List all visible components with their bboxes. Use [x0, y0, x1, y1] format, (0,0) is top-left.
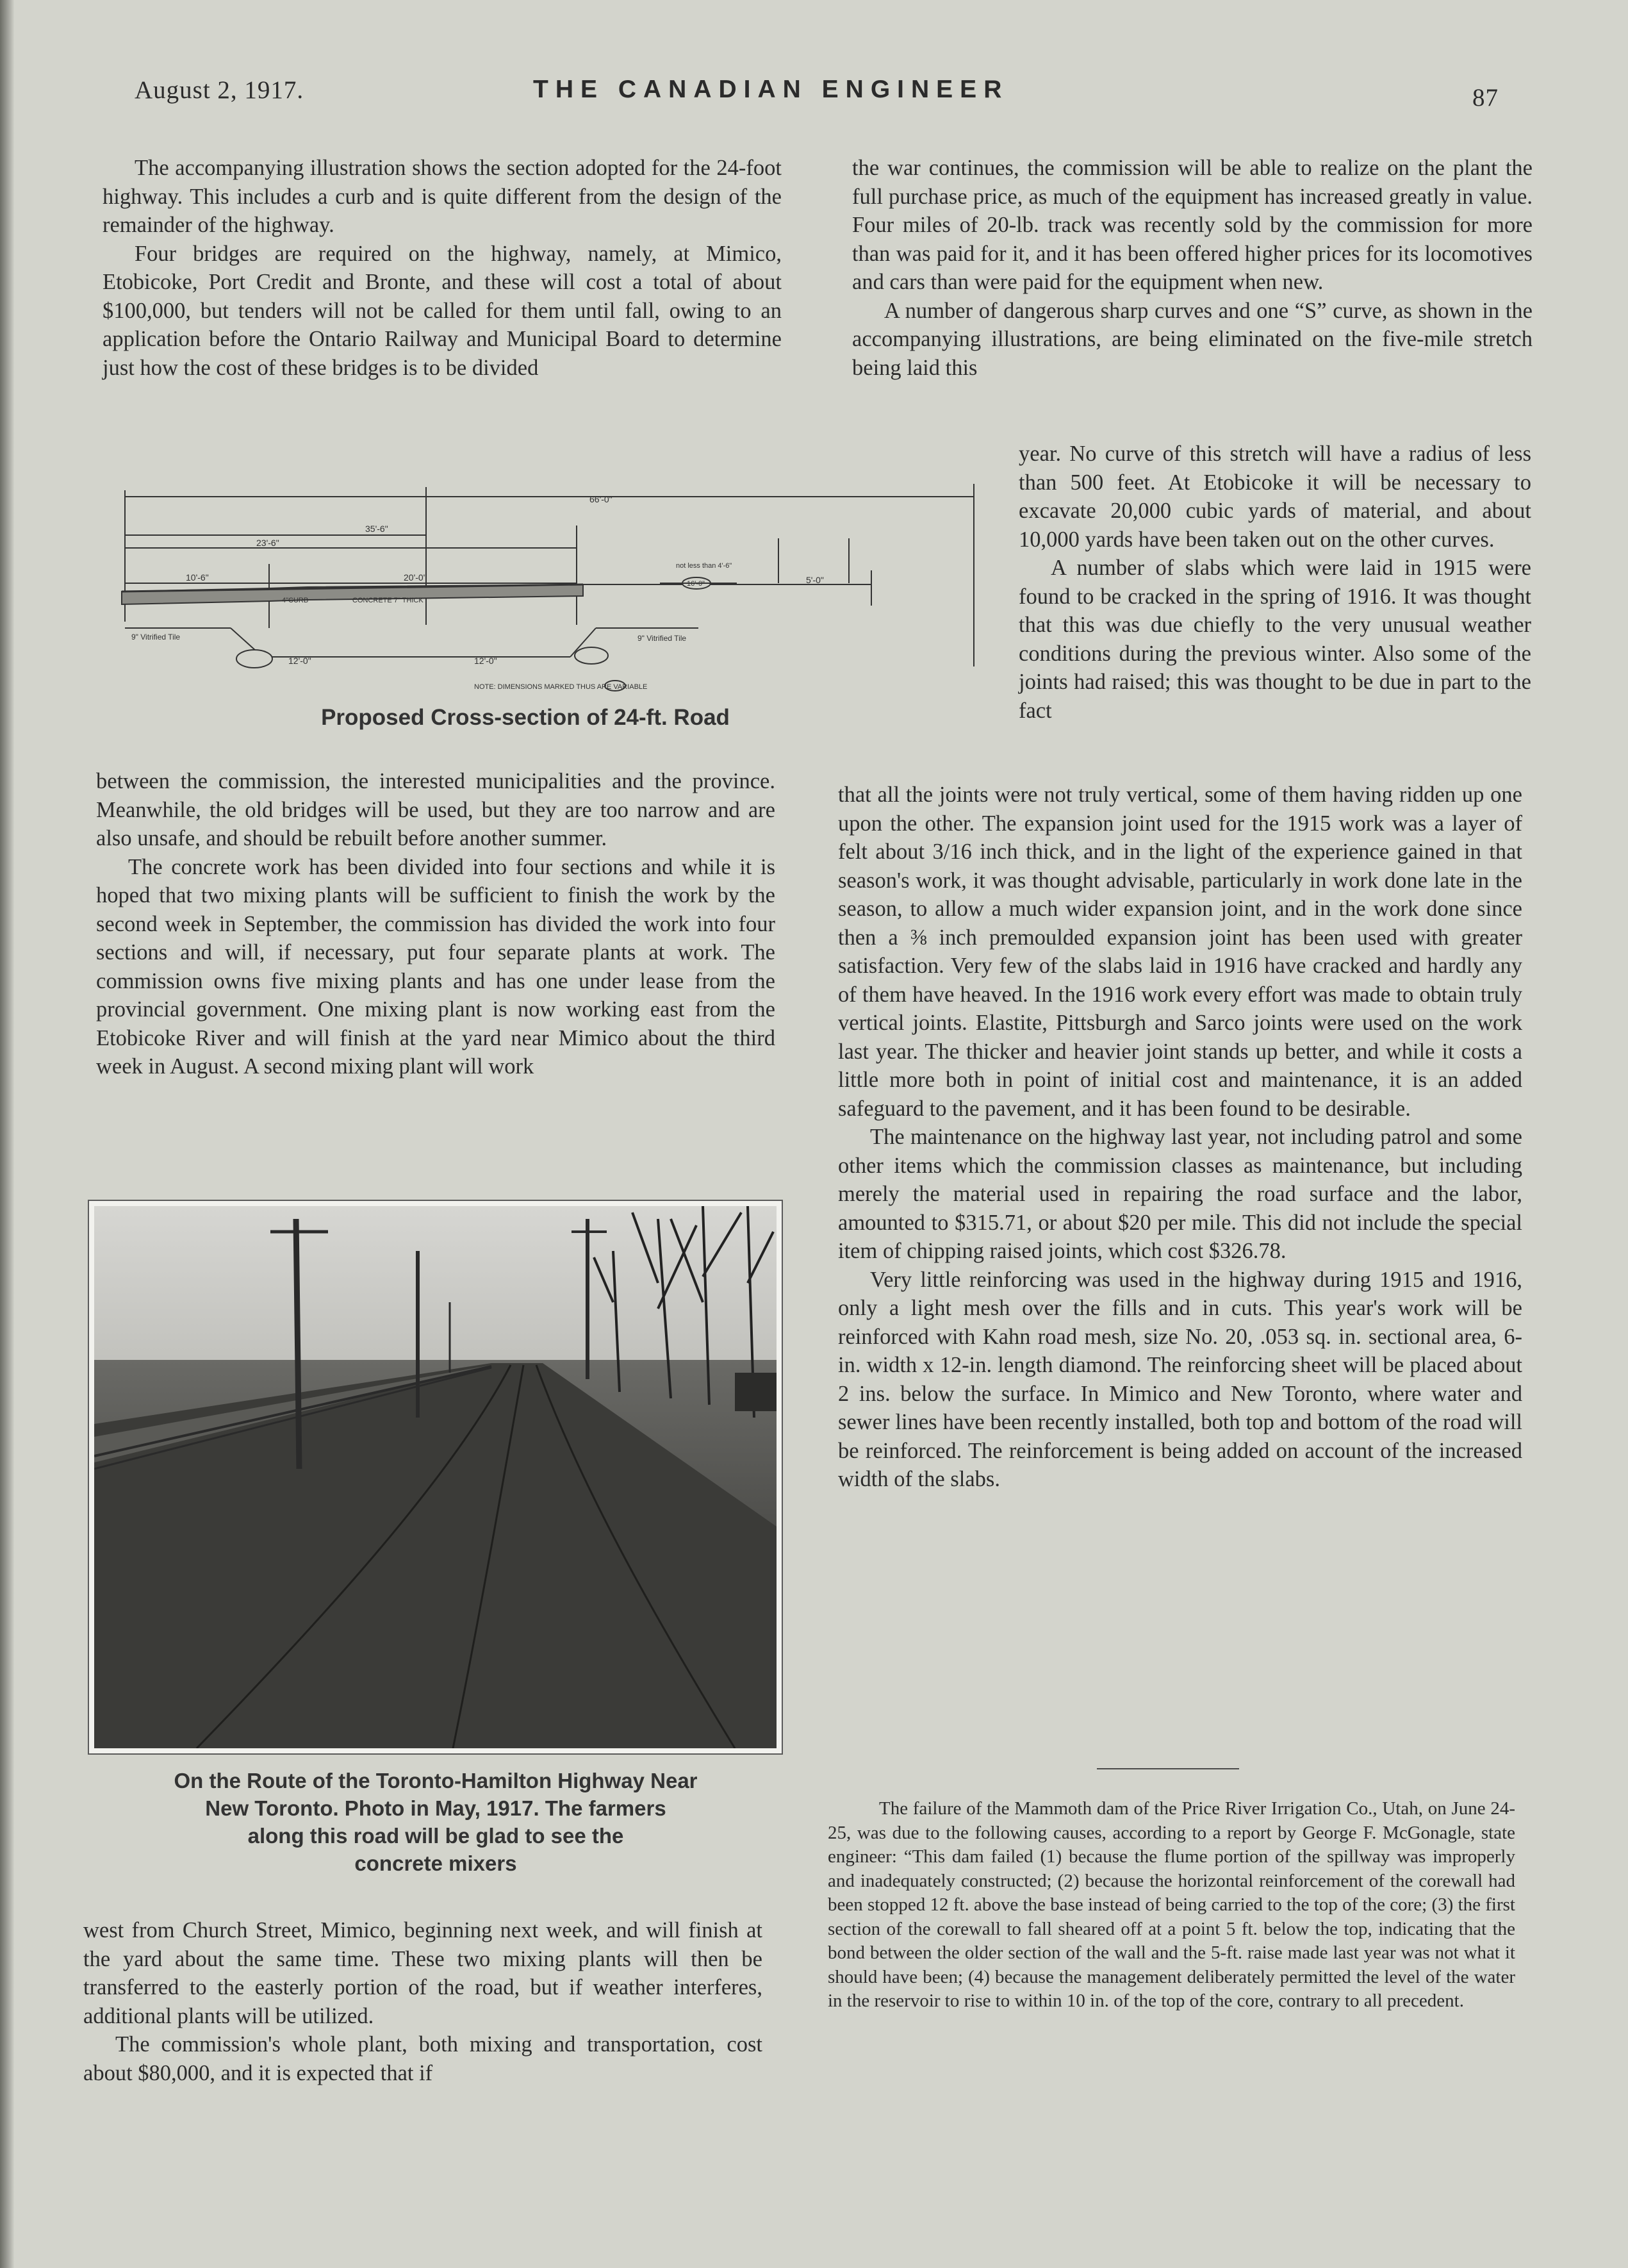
left-column-middle	[96, 767, 775, 1081]
dim-not-less: not less than 4'-6"	[676, 562, 732, 570]
paragraph: year. No curve of this stretch will have a radius of less than 500 feet. At Etobicoke it will be necessary to excavate 20,000 cubic yards of material, and about 10,000 yards have been taken out on the other curves.	[1019, 442, 1531, 552]
diagram-note: NOTE: DIMENSIONS MARKED THUS ARE VARIABLE	[474, 683, 648, 691]
paragraph: that all the joints were not truly vertical, some of them having ridden up one upon the other. The expansion joint used for the 1915 work was a layer of felt about 3/16 inch thick, and in the light of the experience gained in that season's work, it was thought advisable, particularly in work done late in the season, to allow a much wider expansion joint, and in the work done since then a ⅜ inch premoulded expansion joint has been used with greater satisfaction. Very few of the slabs laid in 1916 have cracked and hardly any of them have heaved. In the 1916 work every effort was made to obtain truly vertical joints. Elastite, Pittsburgh and Sarco joints were used on the work last year. The thicker and heavier joint stands up better, and while it costs a little more both in point of initial cost and maintenance, it is an added safeguard to the pavement, and it has been found to be desirable.	[838, 782, 1522, 1121]
dam-failure-note	[828, 1797, 1515, 2014]
section-divider	[1097, 1768, 1239, 1769]
header-date: August 2, 1917.	[135, 76, 304, 104]
right-column-main	[838, 781, 1522, 1494]
left-column-bottom	[83, 1916, 762, 2087]
photo-caption	[83, 1767, 788, 1877]
paragraph: Four bridges are required on the highway, namely, at Mimico, Etobicoke, Port Credit and Bronte, and these will cost a total of about $100,000, but tenders will not be called for them until fall, owing to an application before the Ontario Railway and Municipal Board to determine just how the cost of these bridges is to be divided	[103, 241, 782, 380]
dim-10: 10'-6"	[186, 572, 209, 583]
page-binding-edge	[0, 0, 14, 2268]
caption-line: concrete mixers	[354, 1851, 517, 1875]
label-concrete: CONCRETE 7" THICK	[352, 597, 423, 604]
paragraph: west from Church Street, Mimico, beginning next week, and will finish at the yard about the same time. These two mixing plants will then be transferred to the easterly portion of the road, but if weather interferes, additional plants will be utilized.	[83, 1918, 762, 2028]
label-tile-left: 9" Vitrified Tile	[131, 633, 181, 641]
paragraph: The accompanying illustration shows the section adopted for the 24-foot highway. This includes a curb and is quite different from the design of the remainder of the highway.	[103, 156, 782, 237]
paragraph: The concrete work has been divided into four sections and while it is hoped that two mixing plants will be sufficient to finish the work by the second week in September, the commission has divided the work into four sections and will, if necessary, put four separate plants at work. The commission owns five mixing plants and has one under lease from the provincial government. One mixing plant is now working east from the Etobicoke River and will finish at the yard near Mimico about the third week in August. A second mixing plant will work	[96, 854, 775, 1079]
dim-5: 5'-0"	[806, 575, 824, 585]
paragraph: between the commission, the interested municipalities and the province. Meanwhile, the old bridges will be used, but they are too narrow and are also unsafe, and should be rebuilt before another summer.	[96, 769, 775, 850]
paragraph: The maintenance on the highway last year, not including patrol and some other items which the commission classes as maintenance, but including merely the material used in repairing the road surface and the labor, amounted to $315.71, or about $20 per mile. This did not include the special item of chipping raised joints, which cost $326.78.	[838, 1125, 1522, 1263]
dim-35: 35'-6"	[365, 524, 388, 534]
dim-16: 16'-0"	[687, 580, 705, 588]
right-column-top	[852, 154, 1533, 382]
dim-66: 66'-0"	[589, 494, 613, 504]
dim-12a: 12'-0"	[288, 656, 311, 666]
left-column-top	[103, 154, 782, 382]
page-number: 87	[1472, 84, 1499, 112]
cross-section-drawing	[96, 474, 980, 711]
road-photo	[88, 1200, 783, 1755]
journal-title: THE CANADIAN ENGINEER	[533, 76, 1009, 103]
label-curb: 4"CURB	[282, 597, 309, 604]
paragraph: The commission's whole plant, both mixing and transportation, cost about $80,000, and it is expected that if	[83, 2032, 762, 2085]
paragraph: A number of dangerous sharp curves and one “S” curve, as shown in the accompanying illustrations, are being eliminated on the five-mile stretch being laid this	[852, 298, 1533, 380]
dim-20: 20'-0"	[404, 572, 427, 583]
cross-section-diagram	[96, 474, 980, 711]
paragraph: the war continues, the commission will be able to realize on the plant the full purchase price, as much of the equipment has increased greatly in value. Four miles of 20-lb. track was recently sold by the commission for more than was paid for it, and it has been offered higher prices for its locomotives and cars than were paid for the equipment when new.	[852, 156, 1533, 294]
caption-line: New Toronto. Photo in May, 1917. The farmers	[205, 1796, 666, 1820]
paragraph: Very little reinforcing was used in the highway during 1915 and 1916, only a light mesh over the fills and in cuts. This year's work will be reinforced with Kahn road mesh, size No. 20, .053 sq. in. sectional area, 6-in. width x 12-in. length diamond. The reinforcing sheet will be placed about 2 ins. below the surface. In Mimico and New Toronto, where water and sewer lines have been recently installed, both top and bottom of the road will be reinforced. The reinforcement is being added on account of the increased width of the slabs.	[838, 1267, 1522, 1491]
caption-line: On the Route of the Toronto-Hamilton Highway Near	[174, 1769, 698, 1792]
road-photo-image	[94, 1206, 777, 1748]
caption-line: along this road will be glad to see the	[247, 1824, 624, 1848]
paragraph: The failure of the Mammoth dam of the Price River Irrigation Co., Utah, on June 24-25, was due to the following causes, according to a report by George F. McGonagle, state engineer: “This dam failed (1) because the flume portion of the spillway was improperly and inadequately constructed; (2) because the horizontal reinforcement of the corewall had been stopped 12 ft. above the base instead of being carried to the top of the core; (3) the first section of the corewall to fall sheared off at a point 5 ft. below the top, indicating that the bond between the older section of the wall and the 5-ft. raise made last year was not what it should have been; (4) because the management deliberately permitted the level of the water in the reservoir to rise to within 10 in. of the top of the core, contrary to all precedent.	[828, 1798, 1515, 2011]
dim-12b: 12'-0"	[474, 656, 497, 666]
paragraph: A number of slabs which were laid in 1915 were found to be cracked in the spring of 1916. It was thought that this was due chiefly to the very unusual weather conditions during the previous winter. Also some of the joints had raised; this was thought to be due in part to the fact	[1019, 556, 1531, 723]
dim-23: 23'-6"	[256, 538, 279, 548]
diagram-caption: Proposed Cross-section of 24-ft. Road	[321, 705, 730, 730]
label-tile-right: 9" Vitrified Tile	[637, 634, 687, 643]
right-column-wrap	[1019, 440, 1531, 725]
